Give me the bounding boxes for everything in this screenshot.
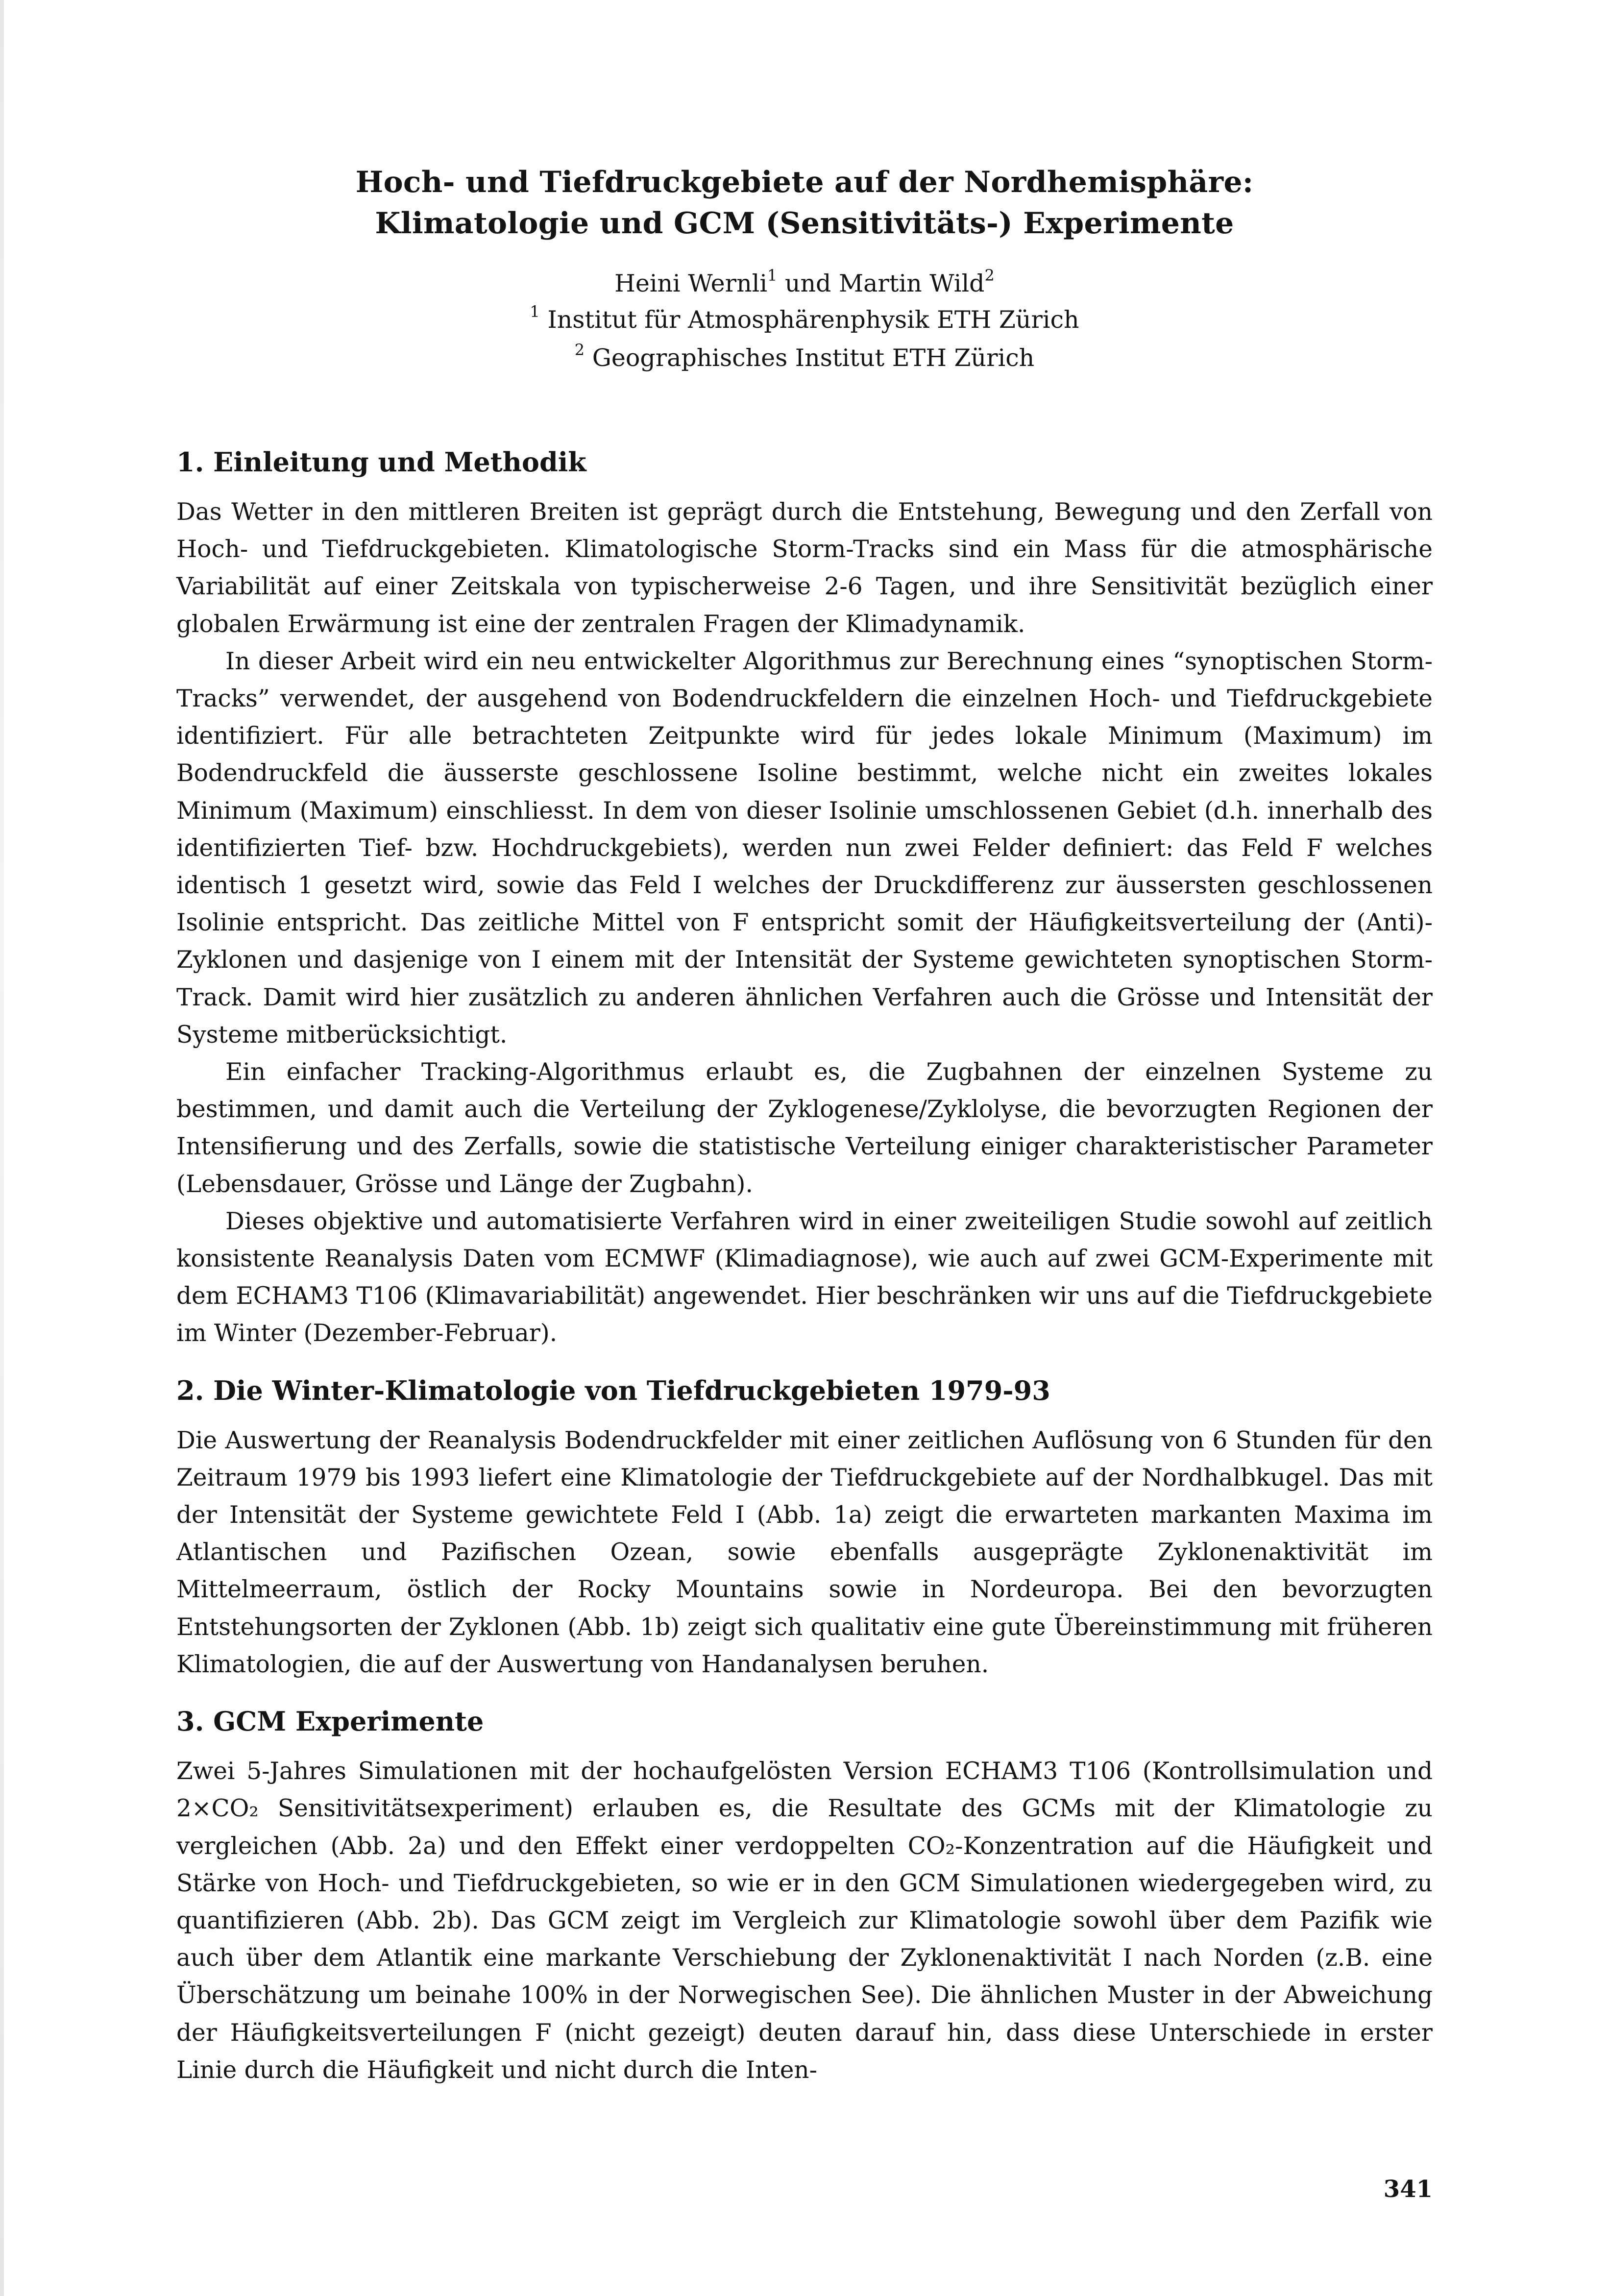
section-spacer [176, 1683, 1433, 1703]
body-paragraph: Dieses objektive und automatisierte Verfahren wird in einer zweiteiligen Studie sowohl auf zeitlich konsistente Reanalysis Daten vom ECMWF (Klimadiagnose), wie auch auf zwei GCM-Experimente mit dem ECHAM3 T106 (Klimavariabilität) angewendet. Hier beschränken wir uns auf die Tiefdruckgebiete im Winter (Dezember-Februar). [176, 1207, 1433, 1347]
paper-title-line-1: Hoch- und Tiefdruckgebiete auf der Nordhemisphäre: [355, 165, 1254, 199]
affiliation-2 [176, 339, 1433, 377]
section-heading: 2. Die Winter-Klimatologie von Tiefdruckgebieten 1979-93 [176, 1374, 1050, 1406]
body-paragraph: Das Wetter in den mittleren Breiten ist geprägt durch die Entstehung, Bewegung und den Zerfall von Hoch- und Tiefdruckgebieten. Klimatologische Storm-Tracks sind ein Mass für die atmosphärische Variabilität auf einer Zeitskala von typischerweise 2-6 Tagen, und ihre Sensitivität bezüglich einer globalen Erwärmung ist eine der zentralen Fragen der Klimadynamik. [176, 498, 1433, 638]
paper-header [176, 162, 1433, 377]
author-name: Heini Wernli [614, 269, 767, 297]
body-paragraph: Die Auswertung der Reanalysis Bodendruckfelder mit einer zeitlichen Auflösung von 6 Stunden für den Zeitraum 1979 bis 1993 liefert eine Klimatologie der Tiefdruckgebiete auf der Nordhalbkugel. Das mit der Intensität der Systeme gewichtete Feld I (Abb. 1a) zeigt die erwarteten markanten Maxima im Atlantischen und Pazifischen Ozean, sowie ebenfalls ausgeprägte Zyklonenaktivität im Mittelmeerraum, östlich der Rocky Mountains sowie in Nordeuropa. Bei den bevorzugten Entstehungsorten der Zyklonen (Abb. 1b) zeigt sich qualitativ eine gute Übereinstimmung mit früheren Klimatologien, die auf der Auswertung von Handanalysen beruhen. [176, 1426, 1433, 1678]
body-paragraph: Zwei 5-Jahres Simulationen mit der hochaufgelösten Version ECHAM3 T106 (Kontrollsimulation und 2×CO₂ Sensitivitätsexperiment) erlauben es, die Resultate des GCMs mit der Klimatologie zu vergleichen (Abb. 2a) und den Effekt einer verdoppelten CO₂-Konzentration auf die Häufigkeit und Stärke von Hoch- und Tiefdruckgebieten, so wie er in den GCM Simulationen wiedergegeben wird, zu quantifizieren (Abb. 2b). Das GCM zeigt im Vergleich zur Klimatologie sowohl über dem Pazifik wie auch über dem Atlantik eine markante Verschiebung der Zyklonenaktivität I nach Norden (z.B. eine Überschätzung um beinahe 100% in der Norwegischen See). Die ähnlichen Muster in der Abweichung der Häufigkeitsverteilungen F (nicht gezeigt) deuten darauf hin, dass diese Unterschiede in erster Linie durch die Häufigkeit und nicht durch die Inten- [176, 1758, 1433, 2084]
section-heading: 1. Einleitung und Methodik [176, 446, 586, 478]
page-number: 341 [1383, 2175, 1433, 2203]
author-name: Martin Wild [839, 269, 985, 297]
paper-body [176, 443, 1433, 2089]
body-paragraph: Ein einfacher Tracking-Algorithmus erlaubt es, die Zugbahnen der einzelnen Systeme zu bestimmen, und damit auch die Verteilung der Zyklogenese/Zyklolyse, die bevorzugten Regionen der Intensifierung und des Zerfalls, sowie die statistische Verteilung einiger charakteristischer Parameter (Lebensdauer, Grösse und Länge der Zugbahn). [176, 1058, 1433, 1198]
author-connector: und [777, 269, 839, 297]
affiliation-1 [176, 301, 1433, 339]
section-3 [176, 1703, 1433, 2089]
section-heading: 3. GCM Experimente [176, 1706, 484, 1737]
paper-title-line-2: Klimatologie und GCM (Sensitivitäts-) Experimente [375, 206, 1234, 241]
affiliation-text: Institut für Atmosphärenphysik ETH Zürich [539, 306, 1079, 334]
author-line [176, 267, 1433, 301]
affiliation-marker: 1 [767, 266, 778, 285]
section-spacer [176, 1352, 1433, 1372]
affiliation-marker: 1 [530, 302, 540, 321]
scan-edge-shadow [0, 0, 4, 2296]
body-paragraph: In dieser Arbeit wird ein neu entwickelter Algorithmus zur Berechnung eines “synoptischen Storm-Tracks” verwendet, der ausgehend von Bodendruckfeldern die einzelnen Hoch- und Tiefdruckgebiete identifiziert. Für alle betrachteten Zeitpunkte wird für jedes lokale Minimum (Maximum) im Bodendruckfeld die äusserste geschlossene Isoline bestimmt, welche nicht ein zweites lokales Minimum (Maximum) einschliesst. In dem von dieser Isolinie umschlossenen Gebiet (d.h. innerhalb des identifizierten Tief- bzw. Hochdruckgebiets), werden nun zwei Felder definiert: das Feld F welches identisch 1 gesetzt wird, sowie das Feld I welches der Druckdifferenz zur äussersten geschlossenen Isolinie entspricht. Das zeitliche Mittel von F entspricht somit der Häufigkeitsverteilung der (Anti)-Zyklonen und dasjenige von I einem mit der Intensität der Systeme gewichteten synoptischen Storm-Track. Damit wird hier zusätzlich zu anderen ähnlichen Verfahren auch die Grösse und Intensität der Systeme mitberücksichtigt. [176, 647, 1433, 1049]
affiliation-text: Geographisches Institut ETH Zürich [585, 344, 1035, 372]
affiliation-marker: 2 [984, 266, 995, 285]
section-1 [176, 443, 1433, 1352]
section-2 [176, 1372, 1433, 1683]
affiliation-marker: 2 [574, 341, 585, 359]
